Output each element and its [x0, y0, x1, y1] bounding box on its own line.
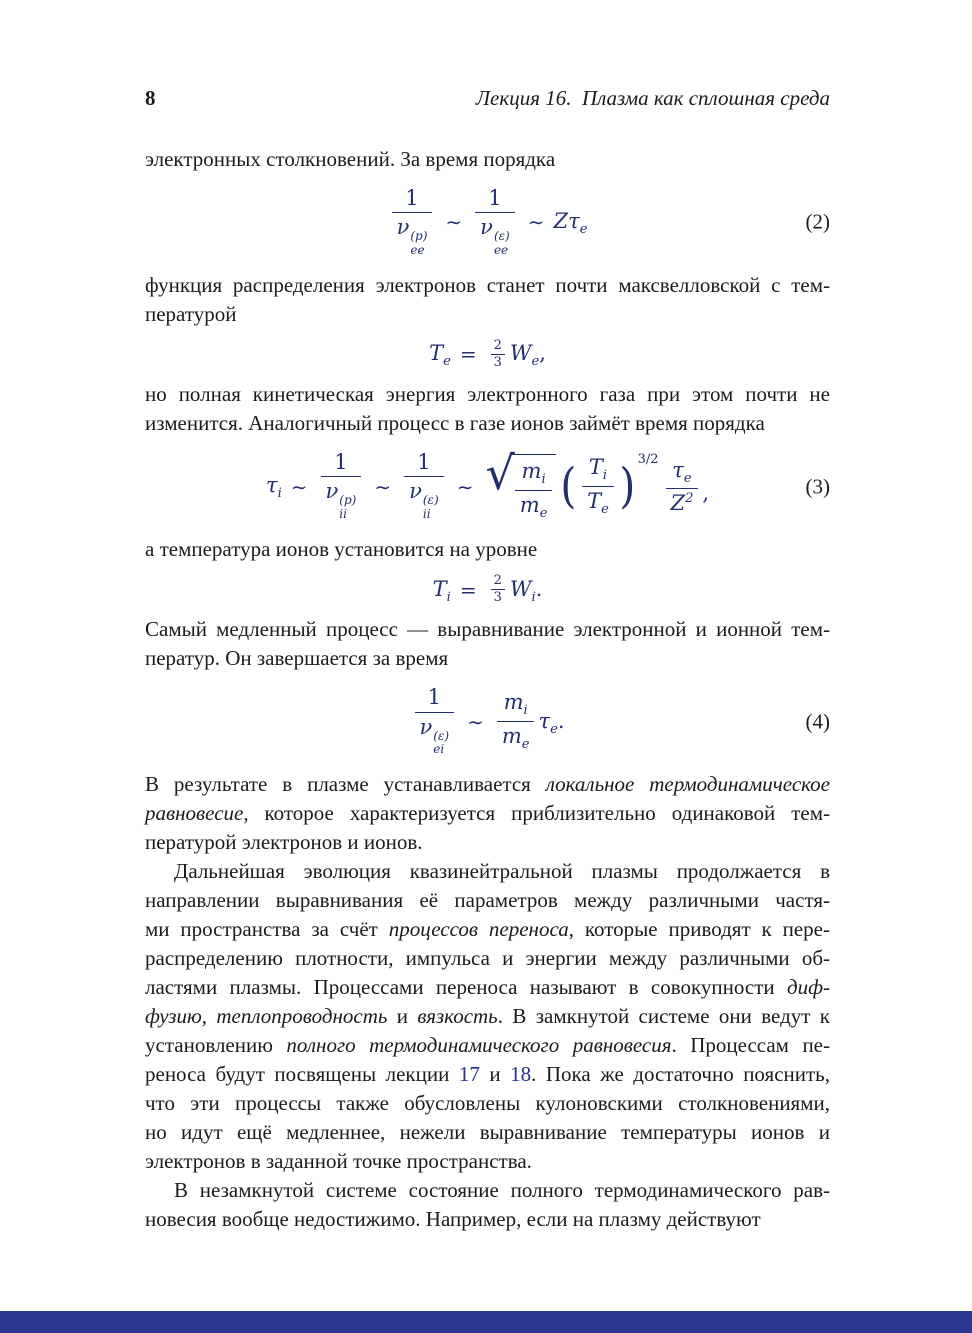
equation-4-body — [411, 686, 565, 757]
text-segment: вязкость — [417, 1004, 498, 1029]
math-token: ν — [419, 714, 433, 739]
equation-4 — [145, 686, 830, 757]
math-token: (ε) — [493, 229, 510, 244]
math-token-group — [475, 212, 515, 258]
text-line — [145, 1147, 830, 1176]
text-segment: электронных столкновений. За время порядка — [145, 147, 556, 171]
math-token: W — [509, 341, 532, 366]
math-token-group — [667, 459, 696, 489]
math-token: 1 — [334, 450, 348, 475]
math-token: (ε) — [422, 493, 439, 508]
math-token-group — [582, 486, 614, 517]
math-token: ν — [325, 479, 339, 504]
text-segment: направлении выравнивания её параметров между различными частя- — [145, 888, 830, 913]
math-token: W — [509, 576, 532, 601]
text-line — [145, 145, 830, 174]
similarity-operator: ∼ — [290, 474, 308, 499]
math-subsup — [494, 230, 510, 258]
paragraph — [145, 615, 830, 673]
text-segment: , которые приводят к пере- — [568, 917, 830, 942]
math-token-group — [415, 712, 455, 758]
math-token: i — [531, 589, 536, 605]
math-token-group — [404, 476, 444, 522]
text-segment: новесия вообще недостижимо. Например, если на плазму действуют — [145, 1207, 761, 1232]
text-segment: . В замкнутой системе они ведут к — [497, 1004, 830, 1029]
page-number: 8 — [145, 86, 156, 110]
equals-operator: = — [459, 577, 477, 602]
text-segment: , которое характеризуется приблизительно одинаковой тем- — [243, 801, 830, 826]
text-segment: теплопроводность — [216, 1004, 388, 1029]
math-token: (p) — [410, 229, 428, 244]
math-token: τ — [265, 473, 278, 498]
text-line — [145, 1031, 830, 1060]
text-segment: ластями плазмы. Процессами переноса называют в совокупности — [145, 975, 787, 1000]
text-line — [145, 828, 830, 857]
math-token: e — [521, 737, 530, 753]
math-token: . — [535, 576, 543, 601]
text-segment: ператур. Он завершается за время — [145, 646, 449, 671]
math-token: . — [557, 708, 565, 733]
math-token: ei — [433, 742, 445, 757]
equation-Ti-body — [433, 574, 543, 606]
math-token: T — [429, 341, 444, 366]
math-token: 3 — [493, 354, 502, 370]
math-token: 3 — [493, 590, 502, 606]
math-token-group — [517, 460, 551, 490]
square-root — [485, 446, 556, 522]
math-token: ν — [396, 215, 410, 240]
math-token-group — [538, 709, 564, 737]
text-segment: пературой электронов и ионов. — [145, 830, 423, 855]
text-segment: установлению — [145, 1033, 287, 1058]
text-line — [145, 770, 830, 799]
equation-3-body — [265, 446, 710, 522]
math-token-group — [666, 488, 699, 514]
text-segment: . Процессам пе- — [671, 1033, 830, 1058]
text-segment: процессов переноса — [388, 917, 569, 942]
equation-Ti — [145, 574, 830, 606]
fraction — [491, 339, 505, 371]
math-token: τ — [568, 209, 580, 234]
fraction — [497, 691, 535, 752]
math-token: i — [541, 472, 546, 488]
equals-operator: = — [459, 342, 477, 367]
math-token-group — [510, 341, 546, 369]
text-line — [145, 535, 830, 564]
text-segment: локальное термодинамическое — [545, 772, 830, 797]
math-token: m — [503, 690, 524, 715]
text-segment: изменится. Аналогичный процесс в газе ионов займёт время порядка — [145, 411, 765, 436]
fraction — [404, 451, 444, 522]
text-segment: . Пока же достаточно пояснить, — [531, 1062, 830, 1087]
text-line — [145, 915, 830, 944]
text-segment: Дальнейшая эволюция квазинейтральной плазмы продолжается в — [174, 859, 830, 884]
similarity-operator: ∼ — [374, 474, 392, 499]
paragraph — [145, 1176, 830, 1234]
math-token: T — [432, 576, 447, 601]
math-token-group — [321, 476, 362, 522]
radical-icon: √ — [485, 446, 515, 501]
math-token-group — [433, 577, 451, 605]
text-segment: В результате в плазме устанавливается — [145, 772, 546, 797]
left-paren: ( — [560, 457, 577, 514]
text-segment: диф- — [786, 975, 830, 1000]
equation-number: (2) — [805, 209, 830, 234]
text-line — [145, 857, 830, 886]
math-token: 1 — [417, 450, 431, 475]
text-line — [145, 886, 830, 915]
fraction — [582, 456, 614, 517]
math-token: Z — [553, 209, 569, 234]
math-token: e — [443, 354, 451, 370]
text-segment: а температура ионов установится на уровне — [145, 536, 538, 561]
text-segment: равновесие — [145, 801, 244, 826]
text-line — [145, 1176, 830, 1205]
math-token: 1 — [488, 186, 502, 210]
math-token: ii — [339, 507, 347, 522]
text-segment: В незамкнутой системе состояние полного термодинамического рав- — [174, 1178, 830, 1203]
text-line — [145, 1089, 830, 1118]
text-segment: и — [479, 1062, 511, 1087]
math-token: (p) — [339, 493, 357, 508]
text-segment: и — [387, 1004, 418, 1029]
similarity-operator: ∼ — [445, 210, 463, 235]
equation-3 — [145, 446, 830, 522]
math-subsup — [423, 494, 439, 522]
text-line — [145, 1002, 830, 1031]
math-token: 2 — [491, 574, 505, 590]
math-token: i — [602, 468, 608, 484]
fraction — [415, 686, 455, 757]
math-token: 2 — [491, 339, 505, 355]
math-token: e — [550, 721, 558, 737]
text-line — [145, 271, 830, 300]
fraction — [392, 187, 433, 258]
fraction — [491, 574, 505, 606]
text-segment: но полная кинетическая энергия электронного газа при этом почти не — [145, 382, 830, 407]
text-segment: но идут ещё медленнее, нежели выравнивание температуры ионов и — [145, 1120, 830, 1145]
math-token: m — [519, 493, 540, 518]
page-header — [145, 85, 830, 111]
math-token: 1 — [427, 685, 441, 710]
text-segment: Самый медленный процесс — выравнивание электронной и ионной тем- — [145, 617, 830, 642]
math-token: 2 — [685, 491, 694, 507]
math-token: Z — [670, 491, 686, 516]
fraction — [321, 451, 362, 522]
fraction — [515, 460, 553, 521]
text-segment: функция распределения электронов станет почти максвелловской с тем- — [145, 272, 830, 297]
text-line — [145, 1205, 830, 1234]
math-token-group — [554, 209, 588, 237]
fraction — [475, 187, 515, 258]
math-token: e — [539, 506, 548, 522]
text-line — [145, 944, 830, 973]
paragraph — [145, 535, 830, 564]
text-line — [145, 1118, 830, 1147]
math-token: e — [531, 354, 540, 370]
text-segment: электронов в заданной точке пространства. — [145, 1149, 532, 1174]
math-token: ν — [409, 479, 422, 504]
fraction — [666, 459, 699, 515]
text-line — [145, 1060, 830, 1089]
math-token: T — [588, 455, 603, 480]
paragraph — [145, 380, 830, 438]
text-line — [145, 300, 830, 329]
exponent: 3/2 — [637, 452, 659, 468]
text-segment: полного термодинамического равновесия — [286, 1033, 672, 1058]
math-token: ii — [422, 507, 431, 522]
math-token: m — [521, 459, 542, 484]
math-token: , — [539, 341, 546, 366]
text-segment: ми пространства за счёт — [145, 917, 389, 942]
math-token: e — [601, 502, 609, 518]
math-token-group — [497, 721, 535, 752]
math-token: ν — [480, 215, 493, 240]
equation-Te-body — [429, 339, 546, 371]
math-token: τ — [538, 708, 551, 733]
text-segment: фузию — [145, 1004, 202, 1029]
lecture-link[interactable]: 18 — [510, 1062, 532, 1087]
text-segment: , — [201, 1004, 217, 1029]
equation-number: (4) — [805, 709, 830, 734]
math-subsup — [433, 730, 449, 758]
text-line — [145, 380, 830, 409]
text-segment: реноса будут посвящены лекции — [145, 1062, 459, 1087]
math-subsup — [410, 230, 427, 258]
text-line — [145, 409, 830, 438]
math-token-group — [429, 341, 451, 369]
math-token: 1 — [405, 186, 419, 210]
similarity-operator: ∼ — [527, 210, 545, 235]
math-token: τ — [672, 457, 684, 482]
math-token: ee — [493, 242, 509, 257]
similarity-operator: ∼ — [467, 709, 484, 734]
text-line — [145, 973, 830, 1002]
text-line — [145, 799, 830, 828]
text-segment: что эти процессы также обусловлены кулоновскими столкновениями, — [145, 1091, 830, 1116]
math-token-group — [499, 691, 533, 721]
text-line — [145, 644, 830, 673]
equation-2 — [145, 187, 830, 258]
paragraph — [145, 857, 830, 1176]
math-token-group — [510, 577, 542, 605]
running-title: Лекция 16. Плазма как сплошная среда — [475, 86, 830, 110]
similarity-operator: ∼ — [456, 474, 474, 499]
radicand — [511, 454, 557, 521]
equation-2-body — [388, 187, 588, 258]
math-token: e — [579, 222, 588, 238]
equation-Te — [145, 339, 830, 371]
math-token: e — [683, 470, 692, 486]
footer-bar — [0, 1311, 972, 1333]
math-subsup — [339, 494, 356, 522]
math-token-group — [515, 490, 553, 521]
text-segment: распределению плотности, импульса и энергии между различными об- — [145, 946, 830, 971]
math-token: T — [587, 489, 602, 514]
math-token: m — [501, 724, 522, 749]
paragraph — [145, 770, 830, 857]
math-token-group — [392, 212, 433, 258]
equation-number: (3) — [805, 474, 830, 499]
paragraph — [145, 271, 830, 329]
math-token: , — [702, 480, 710, 505]
lecture-link[interactable]: 17 — [458, 1062, 480, 1087]
math-token: ee — [410, 242, 425, 257]
text-segment: пературой — [145, 301, 237, 326]
math-token: i — [277, 486, 282, 502]
math-token-group — [584, 456, 612, 486]
math-token-group — [266, 473, 282, 501]
math-token: (ε) — [433, 728, 450, 743]
right-paren: ) — [619, 457, 636, 514]
math-token: i — [446, 589, 451, 605]
text-line — [145, 615, 830, 644]
math-token: i — [523, 703, 528, 719]
paragraph — [145, 145, 830, 174]
